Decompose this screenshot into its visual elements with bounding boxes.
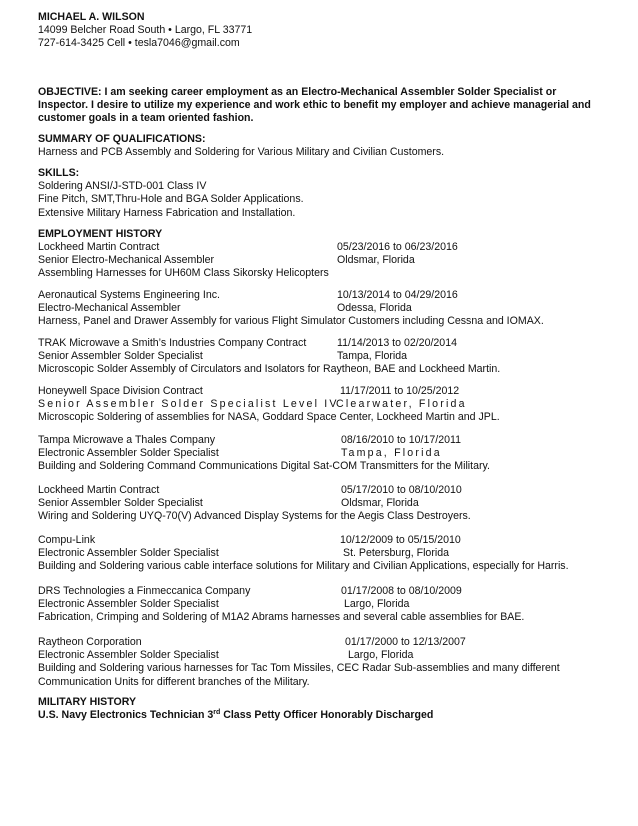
- job-title: Electronic Assembler Solder Specialist: [38, 649, 219, 662]
- job-dates: 05/17/2010 to 08/10/2010: [341, 484, 462, 496]
- military-superscript: rd: [213, 709, 221, 717]
- job-dates: 11/14/2013 to 02/20/2014: [337, 337, 457, 349]
- military-section: [38, 696, 598, 722]
- job-dates: 11/17/2011 to 10/25/2012: [340, 385, 460, 397]
- skill-item: Soldering ANSI/J-STD-001 Class IV: [38, 180, 207, 193]
- job-title: Senior Assembler Solder Specialist: [38, 497, 203, 510]
- job-description: Microscopic Solder Assembly of Circulators and Isolators for Raytheon, BAE and Lockheed Martin.: [38, 363, 501, 376]
- job-company: Lockheed Martin Contract: [38, 241, 160, 253]
- job-location: Largo, Florida: [348, 649, 414, 662]
- job-description: Wiring and Soldering UYQ-70(V) Advanced Display Systems for the Aegis Class Destroyers.: [38, 510, 471, 523]
- job-company: TRAK Microwave a Smith’s Industries Company Contract: [38, 337, 307, 349]
- job-entry: [38, 385, 598, 425]
- job-company: Lockheed Martin Contract: [38, 484, 160, 496]
- job-entry: [38, 289, 598, 329]
- job-location: Oldsmar, Florida: [341, 497, 419, 510]
- job-title: Electronic Assembler Solder Specialist: [38, 547, 219, 560]
- job-dates: 08/16/2010 to 10/17/2011: [341, 434, 461, 446]
- job-description: Building and Soldering various harnesses for Tac Tom Missiles, CEC Radar Sub-assemblies and many different Communication Units for different branches of the Military.: [38, 662, 560, 688]
- military-line-end: Class Petty Officer Honorably Discharged: [220, 709, 434, 722]
- job-dates: 01/17/2008 to 08/10/2009: [341, 585, 462, 597]
- job-entry: [38, 585, 598, 625]
- employment-section: [38, 228, 598, 241]
- job-location: St. Petersburg, Florida: [343, 547, 449, 560]
- contact-info: 727-614-3425 Cell • tesla7046@gmail.com: [38, 37, 240, 50]
- job-entry: [38, 484, 598, 524]
- skill-item: Extensive Military Harness Fabrication and Installation.: [38, 206, 296, 219]
- military-line-start: U.S. Navy Electronics Technician 3: [38, 709, 214, 722]
- objective-section: [38, 86, 594, 126]
- job-description: Building and Soldering Command Communications Digital Sat-COM Transmitters for the Military.: [38, 460, 490, 473]
- skills-heading: SKILLS:: [38, 167, 80, 179]
- job-entry: [38, 241, 598, 281]
- job-title: Electronic Assembler Solder Specialist: [38, 598, 219, 611]
- skills-section: [38, 167, 598, 220]
- job-company: Honeywell Space Division Contract: [38, 385, 203, 397]
- job-company: Tampa Microwave a Thales Company: [38, 434, 216, 446]
- job-location: Largo, Florida: [344, 598, 410, 611]
- job-company: Aeronautical Systems Engineering Inc.: [38, 289, 220, 301]
- job-title: Electronic Assembler Solder Specialist: [38, 447, 219, 460]
- summary-heading: SUMMARY OF QUALIFICATIONS:: [38, 133, 206, 145]
- employment-heading: EMPLOYMENT HISTORY: [38, 228, 163, 240]
- job-description: Building and Soldering various cable interface solutions for Military and Civilian Applications, especially for Harris.: [38, 560, 569, 573]
- summary-section: [38, 133, 598, 159]
- job-dates: 01/17/2000 to 12/13/2007: [345, 636, 466, 648]
- job-title: Senior Assembler Solder Specialist: [38, 350, 203, 363]
- job-company: Compu-Link: [38, 534, 96, 546]
- objective-text: I am seeking career employment as an Electro-Mechanical Assembler Solder Specialist or Inspector. I desire to utilize my experience and work ethic to benefit my employer and achieve managerial and customer goals in a team oriented fashion.: [38, 86, 591, 125]
- job-company: DRS Technologies a Finmeccanica Company: [38, 585, 251, 597]
- job-title: Senior Electro-Mechanical Assembler: [38, 254, 215, 267]
- summary-text: Harness and PCB Assembly and Soldering for Various Military and Civilian Customers.: [38, 146, 445, 159]
- objective-heading: OBJECTIVE:: [38, 86, 102, 98]
- job-description: Assembling Harnesses for UH60M Class Sikorsky Helicopters: [38, 267, 329, 280]
- job-location: Clearwater, Florida: [336, 398, 467, 411]
- job-dates: 05/23/2016 to 06/23/2016: [337, 241, 458, 253]
- job-title: Electro-Mechanical Assembler: [38, 302, 181, 315]
- job-dates: 10/13/2014 to 04/29/2016: [337, 289, 458, 301]
- address: 14099 Belcher Road South • Largo, FL 33771: [38, 24, 253, 37]
- military-heading: MILITARY HISTORY: [38, 696, 137, 708]
- job-location: Tampa, Florida: [337, 350, 408, 363]
- job-entry: [38, 337, 598, 377]
- skill-item: Fine Pitch, SMT,Thru-Hole and BGA Solder Applications.: [38, 193, 304, 206]
- header: [38, 11, 598, 51]
- job-entry: [38, 534, 598, 574]
- job-company: Raytheon Corporation: [38, 636, 142, 648]
- candidate-name: MICHAEL A. WILSON: [38, 11, 145, 23]
- job-description: Harness, Panel and Drawer Assembly for various Flight Simulator Customers including Cessna and IOMAX.: [38, 315, 544, 328]
- job-entry: [38, 434, 598, 474]
- job-title: Senior Assembler Solder Specialist Level IV: [38, 398, 339, 411]
- job-entry: [38, 636, 598, 689]
- job-description: Microscopic Soldering of assemblies for NASA, Goddard Space Center, Lockheed Martin and JPL.: [38, 411, 500, 424]
- job-dates: 10/12/2009 to 05/15/2010: [340, 534, 461, 546]
- job-description: Fabrication, Crimping and Soldering of M1A2 Abrams harnesses and several cable assemblies for BAE.: [38, 611, 525, 624]
- military-service: [38, 709, 598, 722]
- job-location: Tampa, Florida: [341, 447, 442, 460]
- job-location: Oldsmar, Florida: [337, 254, 415, 267]
- job-location: Odessa, Florida: [337, 302, 412, 315]
